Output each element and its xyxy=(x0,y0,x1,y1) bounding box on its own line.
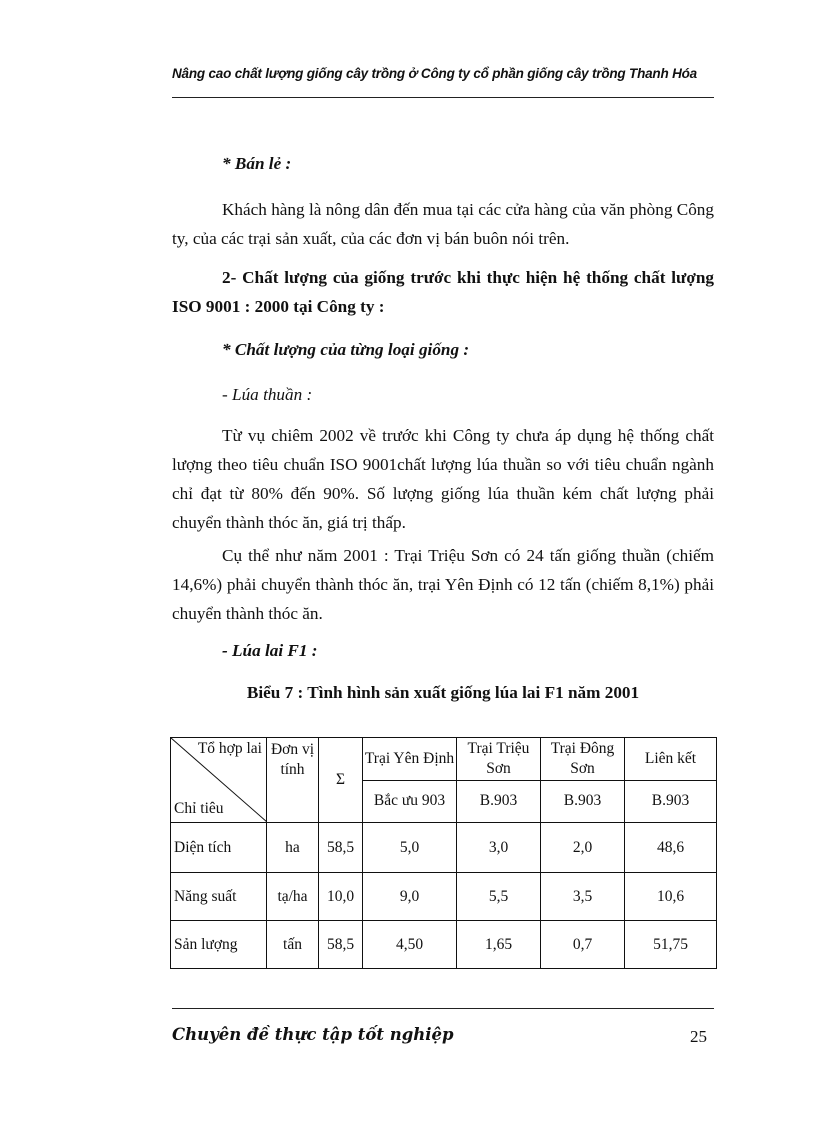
variety-lien-ket: B.903 xyxy=(625,780,717,823)
footer-rule xyxy=(172,1008,714,1009)
table-row xyxy=(171,873,717,921)
table-cell: 0,7 xyxy=(541,921,625,969)
sum-header: Σ xyxy=(319,738,363,823)
lua-thuan-label: - Lúa thuần : xyxy=(222,385,313,404)
lua-thuan-paragraph-2: Cụ thể như năm 2001 : Trại Triệu Sơn có 24 tấn giống thuần (chiếm 14,6%) phải chuyển thành thóc ăn, trại Yên Định có 12 tấn (chiếm 8,1%) phải chuyển thành thóc ăn. xyxy=(172,546,714,623)
production-table xyxy=(170,737,717,969)
table-cell: 9,0 xyxy=(363,873,457,921)
table-row xyxy=(171,921,717,969)
table-cell: 5,0 xyxy=(363,823,457,873)
footer-title: Chuyên đề thực tập tốt nghiệp xyxy=(172,1025,454,1044)
row-unit: tấn xyxy=(267,921,319,969)
row-total: 58,5 xyxy=(319,921,363,969)
corner-top-label: Tổ hợp lai xyxy=(197,740,262,757)
variety-dong-son: B.903 xyxy=(541,780,625,823)
table-cell: 3,0 xyxy=(457,823,541,873)
corner-header-cell xyxy=(171,738,267,823)
page-number: 25 xyxy=(690,1027,707,1046)
row-total: 10,0 xyxy=(319,873,363,921)
lua-thuan-paragraph-1: Từ vụ chiêm 2002 về trước khi Công ty chưa áp dụng hệ thống chất lượng theo tiêu chuẩn ISO 9001chất lượng lúa thuần so với tiêu chuẩn ngành chỉ đạt từ 80% đến 90%. Số lượng giống lúa thuần kém chất lượng phải chuyển thành thóc ăn, giá trị thấp. xyxy=(172,426,714,532)
unit-header: Đơn vị tính xyxy=(267,738,319,823)
table-cell: 10,6 xyxy=(625,873,717,921)
header-rule xyxy=(172,97,714,98)
row-total: 58,5 xyxy=(319,823,363,873)
row-label: Sản lượng xyxy=(171,921,267,969)
row-label: Năng suất xyxy=(171,873,267,921)
col-header-trieu-son: Trại Triệu Sơn xyxy=(457,738,541,781)
variety-yen-dinh: Bắc ưu 903 xyxy=(363,780,457,823)
variety-trieu-son: B.903 xyxy=(457,780,541,823)
table-row xyxy=(171,823,717,873)
ban-le-heading: * Bán lẻ : xyxy=(222,154,292,173)
corner-bottom-label: Chỉ tiêu xyxy=(174,800,224,817)
table-cell: 48,6 xyxy=(625,823,717,873)
table-caption: Biểu 7 : Tình hình sản xuất giống lúa lai F1 năm 2001 xyxy=(246,683,640,702)
col-header-yen-dinh: Trại Yên Định xyxy=(363,738,457,781)
ban-le-paragraph: Khách hàng là nông dân đến mua tại các cửa hàng của văn phòng Công ty, của các trại sản xuất, của các đơn vị bán buôn nói trên. xyxy=(172,200,714,248)
table-cell: 3,5 xyxy=(541,873,625,921)
table-cell: 1,65 xyxy=(457,921,541,969)
table-cell: 4,50 xyxy=(363,921,457,969)
lua-lai-label: - Lúa lai F1 : xyxy=(222,641,318,660)
col-header-dong-son: Trại Đông Sơn xyxy=(541,738,625,781)
row-unit: ha xyxy=(267,823,319,873)
section-heading: 2- Chất lượng của giống trước khi thực hiện hệ thống chất lượng ISO 9001 : 2000 tại Công ty : xyxy=(172,268,714,316)
row-label: Diện tích xyxy=(171,823,267,873)
running-header: Nâng cao chất lượng giống cây trồng ở Công ty cổ phần giống cây trồng Thanh Hóa xyxy=(172,66,697,81)
table-cell: 51,75 xyxy=(625,921,717,969)
table-cell: 2,0 xyxy=(541,823,625,873)
quality-subheading: * Chất lượng của từng loại giống : xyxy=(222,340,470,359)
table-cell: 5,5 xyxy=(457,873,541,921)
row-unit: tạ/ha xyxy=(267,873,319,921)
col-header-lien-ket: Liên kết xyxy=(625,738,717,781)
